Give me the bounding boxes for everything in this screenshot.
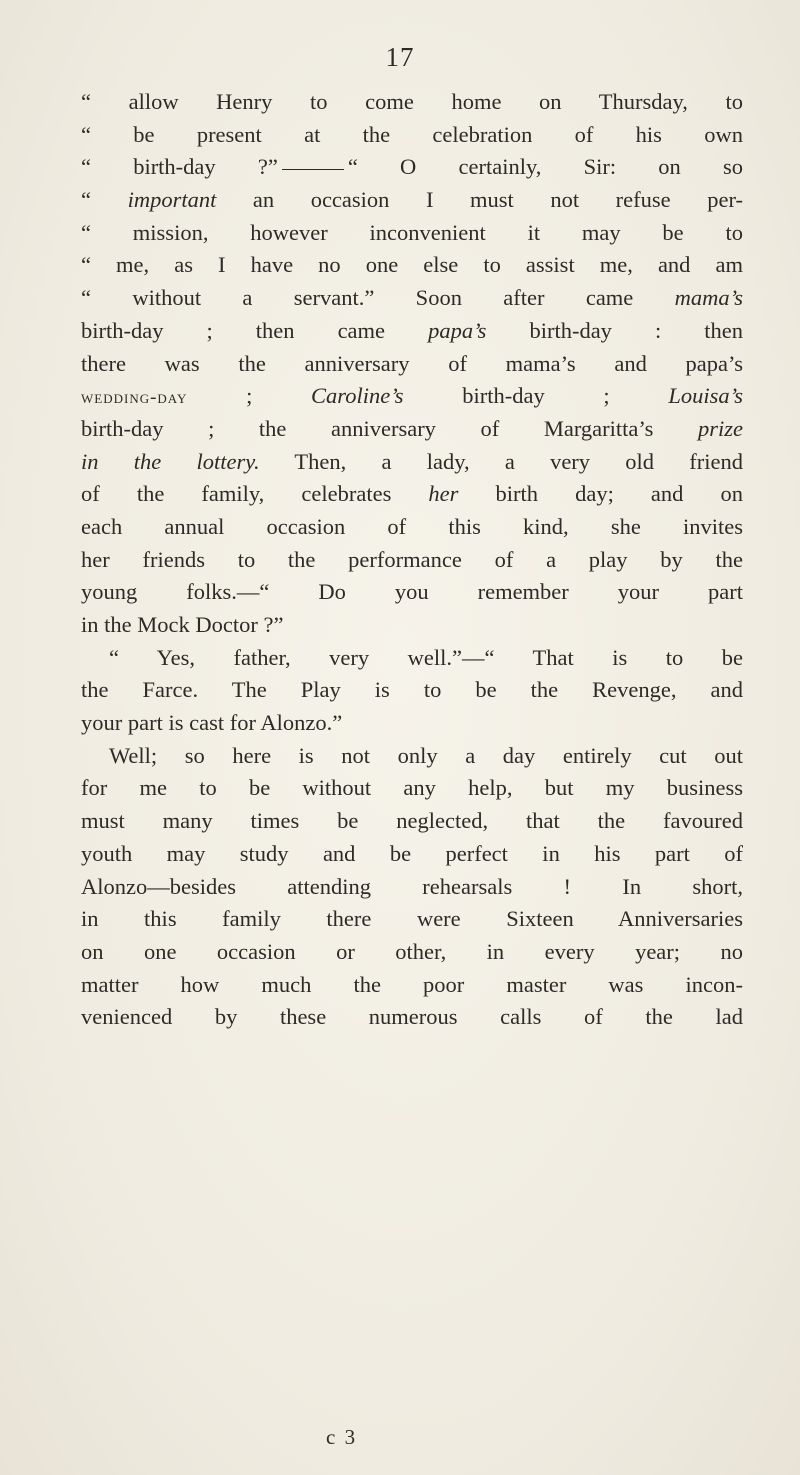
text-line xyxy=(81,282,743,315)
text-segment: birth-day ; the anniversary of Margaritta’s xyxy=(81,415,698,441)
text-line xyxy=(81,871,743,904)
italic-text: Caroline’s xyxy=(311,383,404,409)
text-line xyxy=(81,838,743,871)
text-segment: must many times be neglected, that the favoured xyxy=(81,808,743,834)
page-number: 17 xyxy=(385,42,415,72)
text-segment: “ be present at the celebration of his own xyxy=(81,121,743,147)
text-line xyxy=(81,969,743,1002)
text-segment: Well; so here is not only a day entirely cut out xyxy=(109,742,743,768)
text-line xyxy=(81,86,743,119)
text-segment: “ O certainly, Sir: on so xyxy=(347,154,744,180)
text-line xyxy=(81,119,743,152)
text-segment: there was the anniversary of mama’s and papa’s xyxy=(81,350,743,376)
text-segment: “ birth-day ?” xyxy=(81,154,278,180)
text-line xyxy=(81,511,743,544)
italic-text: mama’s xyxy=(674,285,743,311)
text-line xyxy=(81,576,743,609)
text-segment: of the family, celebrates xyxy=(81,481,429,507)
text-segment: “ without a servant.” Soon after came xyxy=(81,285,675,311)
text-line xyxy=(81,478,743,511)
text-line xyxy=(81,1001,743,1034)
signature-mark: c 3 xyxy=(326,1425,358,1449)
text-segment: “ me, as I have no one else to assist me, and am xyxy=(81,252,743,278)
text-segment: birth day; and on xyxy=(458,481,743,507)
text-line xyxy=(81,740,743,773)
text-line xyxy=(81,609,743,642)
small-caps-text: wedding-day xyxy=(81,387,188,409)
text-segment: “ xyxy=(81,187,128,213)
italic-text: prize xyxy=(698,415,743,441)
text-segment: youth may study and be perfect in his part of xyxy=(81,840,743,866)
text-segment: “ mission, however inconvenient it may be to xyxy=(81,219,743,245)
text-line xyxy=(81,249,743,282)
italic-text: in the lottery. xyxy=(81,448,260,474)
text-segment: ; xyxy=(187,383,312,409)
text-line xyxy=(81,903,743,936)
text-segment: her friends to the performance of a play by the xyxy=(81,546,743,572)
text-segment: each annual occasion of this kind, she invites xyxy=(81,513,743,539)
text-line xyxy=(81,151,743,184)
text-line xyxy=(81,772,743,805)
text-segment: for me to be without any help, but my business xyxy=(81,775,743,801)
text-line xyxy=(81,707,743,740)
text-line xyxy=(81,217,743,250)
text-segment: “ allow Henry to come home on Thursday, to xyxy=(81,89,743,114)
text-line xyxy=(81,805,743,838)
text-line xyxy=(81,380,743,413)
text-line xyxy=(81,315,743,348)
text-segment: birth-day ; then came xyxy=(81,317,429,343)
text-line xyxy=(81,544,743,577)
text-line xyxy=(81,413,743,446)
text-segment: your part is cast for Alonzo.” xyxy=(81,710,343,736)
text-line xyxy=(81,936,743,969)
text-segment: venienced by these numerous calls of the lad xyxy=(81,1004,743,1030)
text-segment: in the Mock Doctor ?” xyxy=(81,612,284,637)
text-segment: Alonzo—besides attending rehearsals ! In short, xyxy=(81,873,743,899)
text-segment: birth-day ; xyxy=(403,383,669,409)
body-text xyxy=(81,86,743,1034)
italic-text: Louisa’s xyxy=(668,383,743,409)
text-line xyxy=(81,674,743,707)
text-segment: in this family there were Sixteen Anniversaries xyxy=(81,906,743,932)
text-segment: birth-day : then xyxy=(486,317,743,343)
text-segment: matter how much the poor master was incon- xyxy=(81,971,743,997)
text-line xyxy=(81,184,743,217)
text-segment: the Farce. The Play is to be the Revenge, and xyxy=(81,677,743,703)
text-line xyxy=(81,348,743,381)
text-segment: an occasion I must not refuse per- xyxy=(216,187,743,213)
italic-text: important xyxy=(127,187,217,213)
text-line xyxy=(81,642,743,675)
em-rule xyxy=(282,169,344,170)
text-segment: “ Yes, father, very well.”—“ That is to be xyxy=(109,644,743,670)
text-segment: young folks.—“ Do you remember your part xyxy=(81,579,743,605)
text-segment: on one occasion or other, in every year; no xyxy=(81,938,743,964)
italic-text: papa’s xyxy=(428,317,487,343)
text-line xyxy=(81,446,743,479)
text-segment: Then, a lady, a very old friend xyxy=(259,448,743,474)
italic-text: her xyxy=(428,481,459,507)
